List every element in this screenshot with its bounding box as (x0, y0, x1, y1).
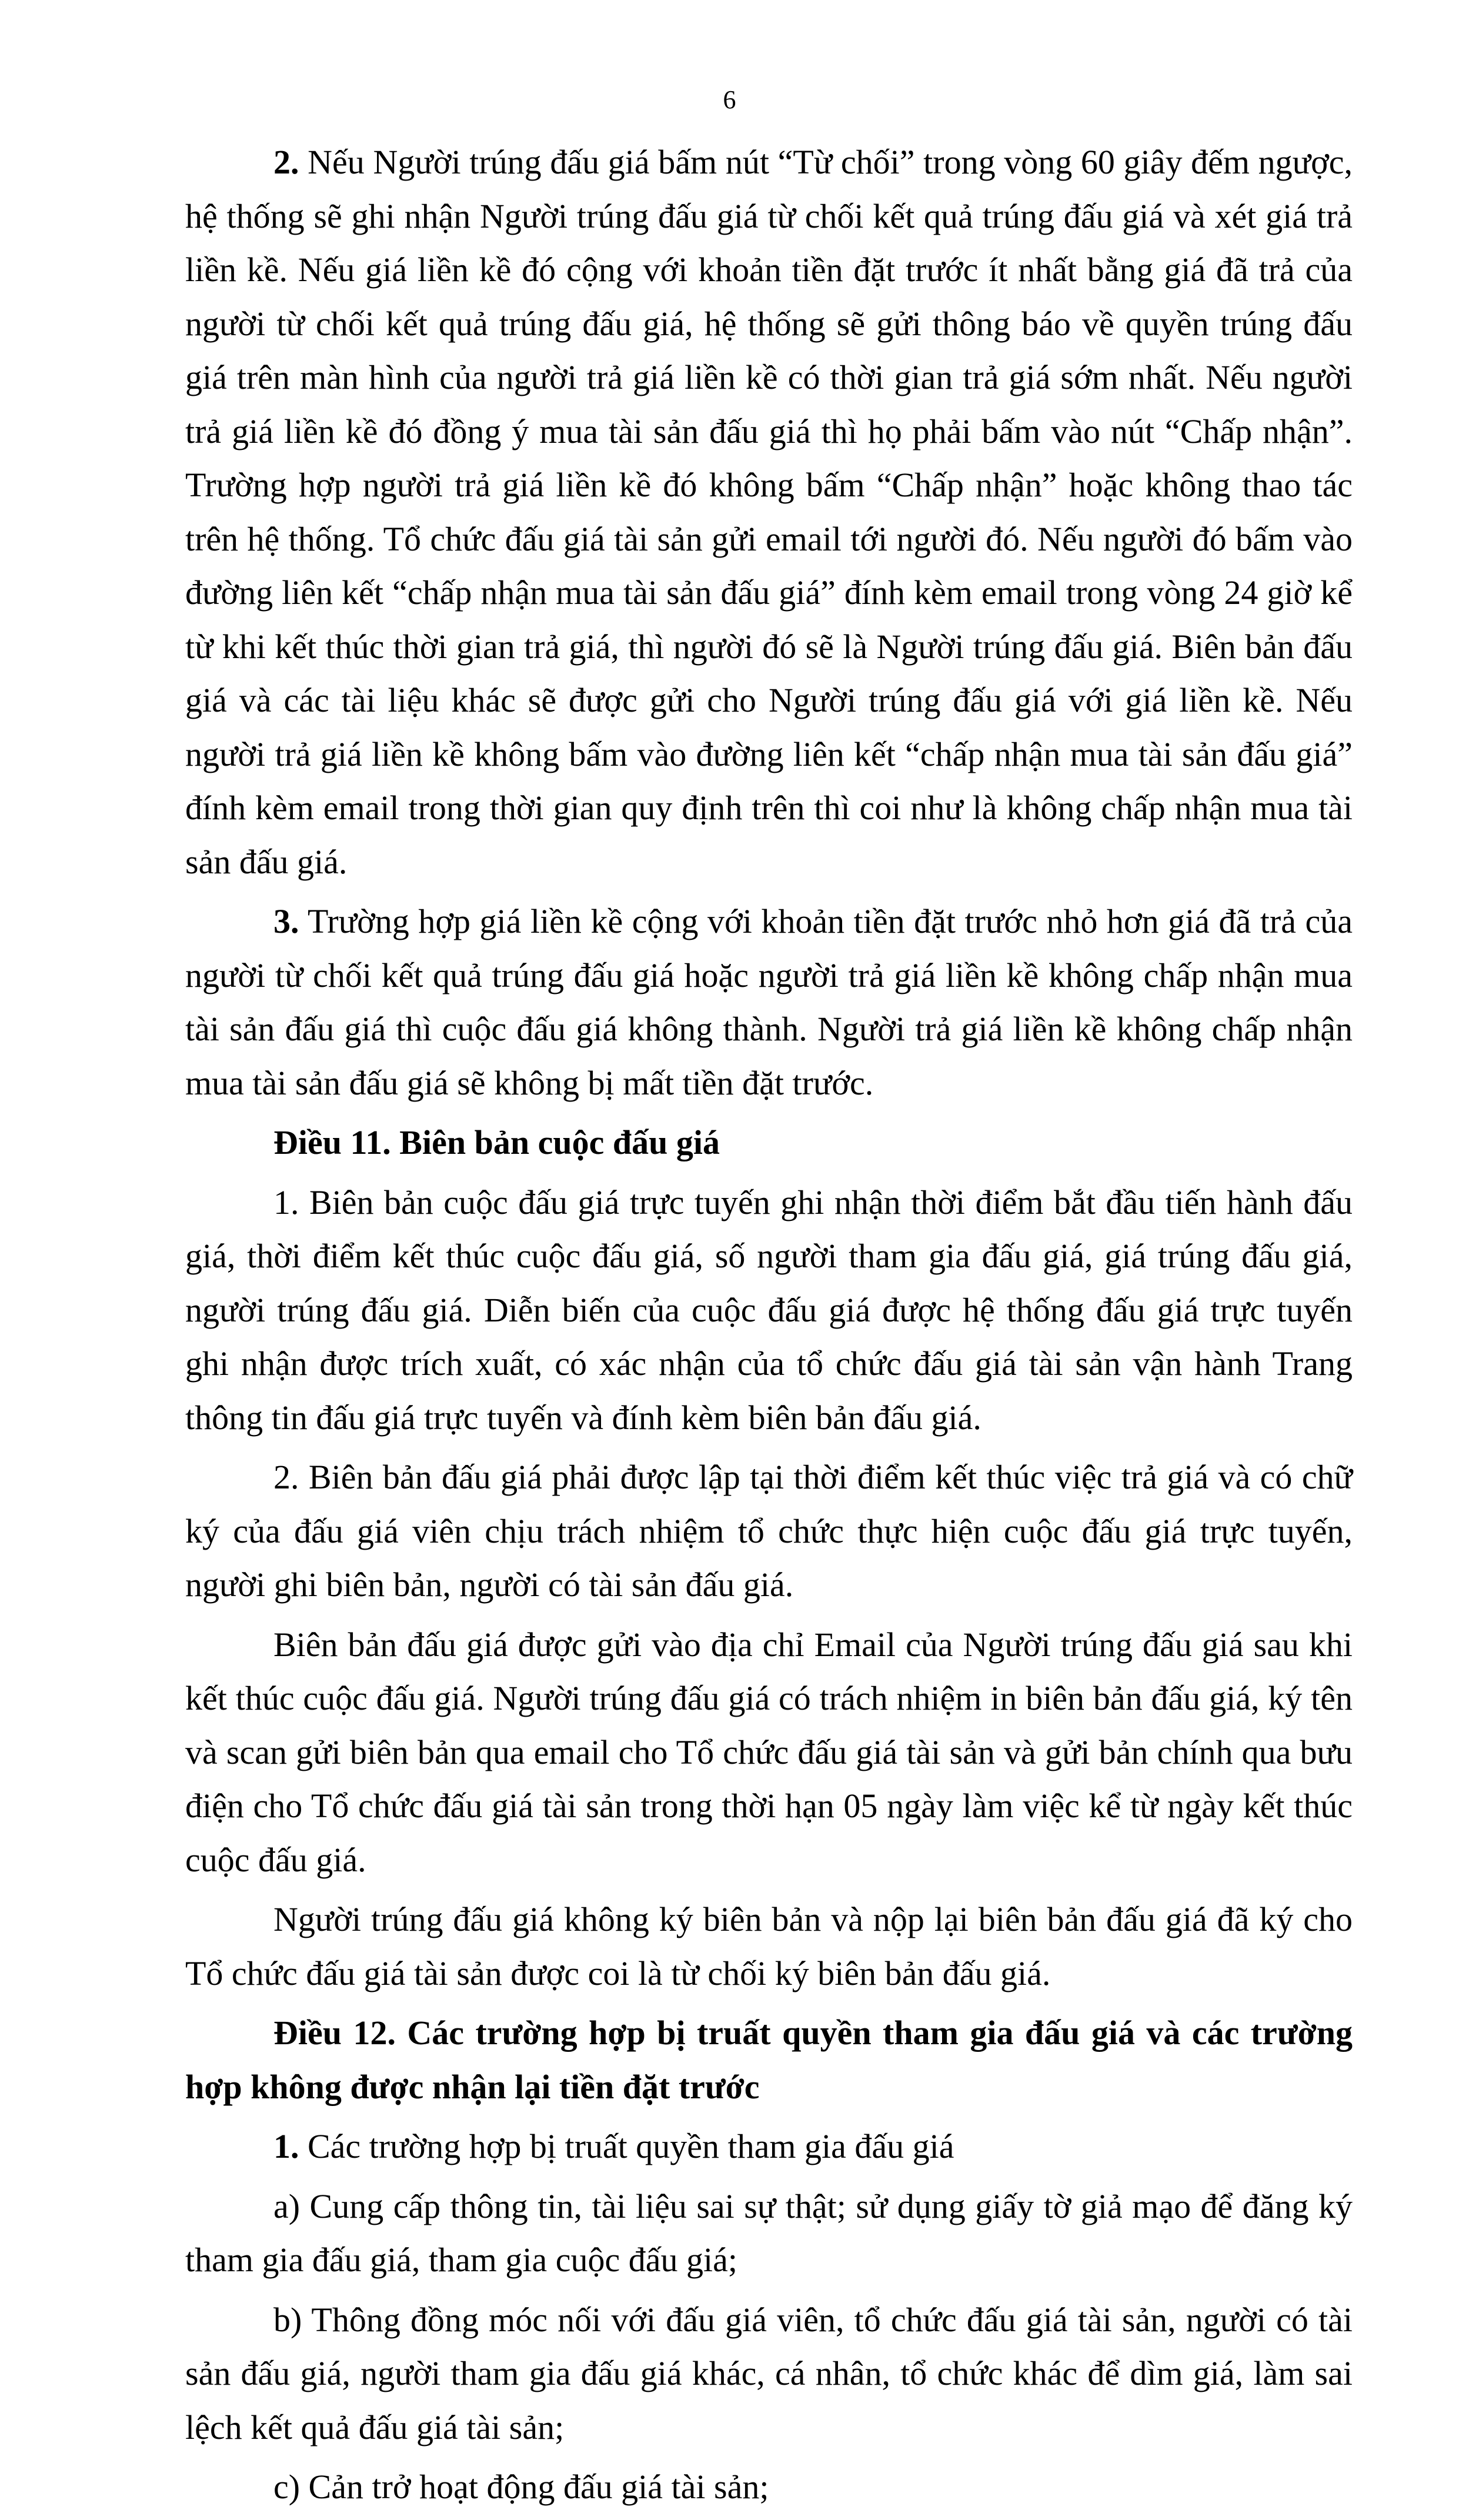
paragraph-text: b) Thông đồng móc nối với đấu giá viên, tổ chức đấu giá tài sản, người có tài sản đấu giá, người tham gia đấu giá khác, cá nhân, tổ chức khác để dìm giá, làm sai lệch kết quả đấu giá tài sản; (185, 2300, 1353, 2446)
paragraph-article-11-3 (185, 1618, 1353, 1887)
paragraph-article-11-4 (185, 1892, 1353, 2000)
paragraph-article-11-2 (185, 1450, 1353, 1612)
paragraph-article-12-1a (185, 2179, 1353, 2287)
paragraph-text: 2. Biên bản đấu giá phải được lập tại thời điểm kết thúc việc trả giá và có chữ ký của đấu giá viên chịu trách nhiệm tổ chức thực hiện cuộc đấu giá trực tuyến, người ghi biên bản, người có tài sản đấu giá. (185, 1458, 1353, 1604)
paragraph-article-12-1 (185, 2120, 1353, 2174)
paragraph-text: Nếu Người trúng đấu giá bấm nút “Từ chối” trong vòng 60 giây đếm ngược, hệ thống sẽ ghi nhận Người trúng đấu giá từ chối kết quả trúng đấu giá và xét giá trả liền kề. Nếu giá liền kề đó cộng với khoản tiền đặt trước ít nhất bằng giá đã trả của người từ chối kết quả trúng đấu giá, hệ thống sẽ gửi thông báo về quyền trúng đấu giá trên màn hình của người trả giá liền kề có thời gian trả giá sớm nhất. Nếu người trả giá liền kề đó đồng ý mua tài sản đấu giá thì họ phải bấm vào nút “Chấp nhận”. Trường hợp người trả giá liền kề đó không bấm “Chấp nhận” hoặc không thao tác trên hệ thống. Tổ chức đấu giá tài sản gửi email tới người đó. Nếu người đó bấm vào đường liên kết “chấp nhận mua tài sản đấu giá” đính kèm email trong vòng 24 giờ kể từ khi kết thúc thời gian trả giá, thì người đó sẽ là Người trúng đấu giá. Biên bản đấu giá và các tài liệu khác sẽ được gửi cho Người trúng đấu giá với giá liền kề. Nếu người trả giá liền kề không bấm vào đường liên kết “chấp nhận mua tài sản đấu giá” đính kèm email trong thời gian quy định trên thì coi như là không chấp nhận mua tài sản đấu giá. (185, 143, 1353, 881)
paragraph-text: Biên bản đấu giá được gửi vào địa chỉ Email của Người trúng đấu giá sau khi kết thúc cuộc đấu giá. Người trúng đấu giá có trách nhiệm in biên bản đấu giá, ký tên và scan gửi biên bản qua email cho Tổ chức đấu giá tài sản và gửi bản chính qua bưu điện cho Tổ chức đấu giá tài sản trong thời hạn 05 ngày làm việc kể từ ngày kết thúc cuộc đấu giá. (185, 1625, 1353, 1879)
paragraph-text: Người trúng đấu giá không ký biên bản và nộp lại biên bản đấu giá đã ký cho Tổ chức đấu giá tài sản được coi là từ chối ký biên bản đấu giá. (185, 1900, 1353, 1992)
clause-number: 2. (273, 143, 299, 181)
paragraph-clause-3 (185, 894, 1353, 1110)
paragraph-text: a) Cung cấp thông tin, tài liệu sai sự thật; sử dụng giấy tờ giả mạo để đăng ký tham gia đấu giá, tham gia cuộc đấu giá; (185, 2187, 1353, 2279)
paragraph-article-12-1b (185, 2293, 1353, 2455)
document-body (185, 135, 1353, 2520)
clause-number: 1. (273, 2127, 299, 2165)
paragraph-text: Trường hợp giá liền kề cộng với khoản tiền đặt trước nhỏ hơn giá đã trả của người từ chối kết quả trúng đấu giá hoặc người trả giá liền kề không chấp nhận mua tài sản đấu giá thì cuộc đấu giá không thành. Người trả giá liền kề không chấp nhận mua tài sản đấu giá sẽ không bị mất tiền đặt trước. (185, 902, 1353, 1102)
paragraph-text: 1. Biên bản cuộc đấu giá trực tuyến ghi nhận thời điểm bắt đầu tiến hành đấu giá, thời điểm kết thúc cuộc đấu giá, số người tham gia đấu giá, giá trúng đấu giá, người trúng đấu giá. Diễn biến của cuộc đấu giá được hệ thống đấu giá trực tuyến ghi nhận được trích xuất, có xác nhận của tổ chức đấu giá tài sản vận hành Trang thông tin đấu giá trực tuyến và đính kèm biên bản đấu giá. (185, 1183, 1353, 1437)
paragraph-clause-2 (185, 135, 1353, 889)
article-12-heading: Điều 12. Các trường hợp bị truất quyền tham gia đấu giá và các trường hợp không được nhận lại tiền đặt trước (185, 2014, 1353, 2106)
paragraph-article-12-1c (185, 2460, 1353, 2514)
clause-number: 3. (273, 902, 299, 940)
page-number: 6 (723, 85, 736, 114)
paragraph-article-11-1 (185, 1176, 1353, 1445)
paragraph-text: Các trường hợp bị truất quyền tham gia đấu giá (299, 2127, 954, 2165)
paragraph-text: c) Cản trở hoạt động đấu giá tài sản; (273, 2468, 769, 2506)
article-11-heading: Điều 11. Biên bản cuộc đấu giá (273, 1123, 720, 1161)
